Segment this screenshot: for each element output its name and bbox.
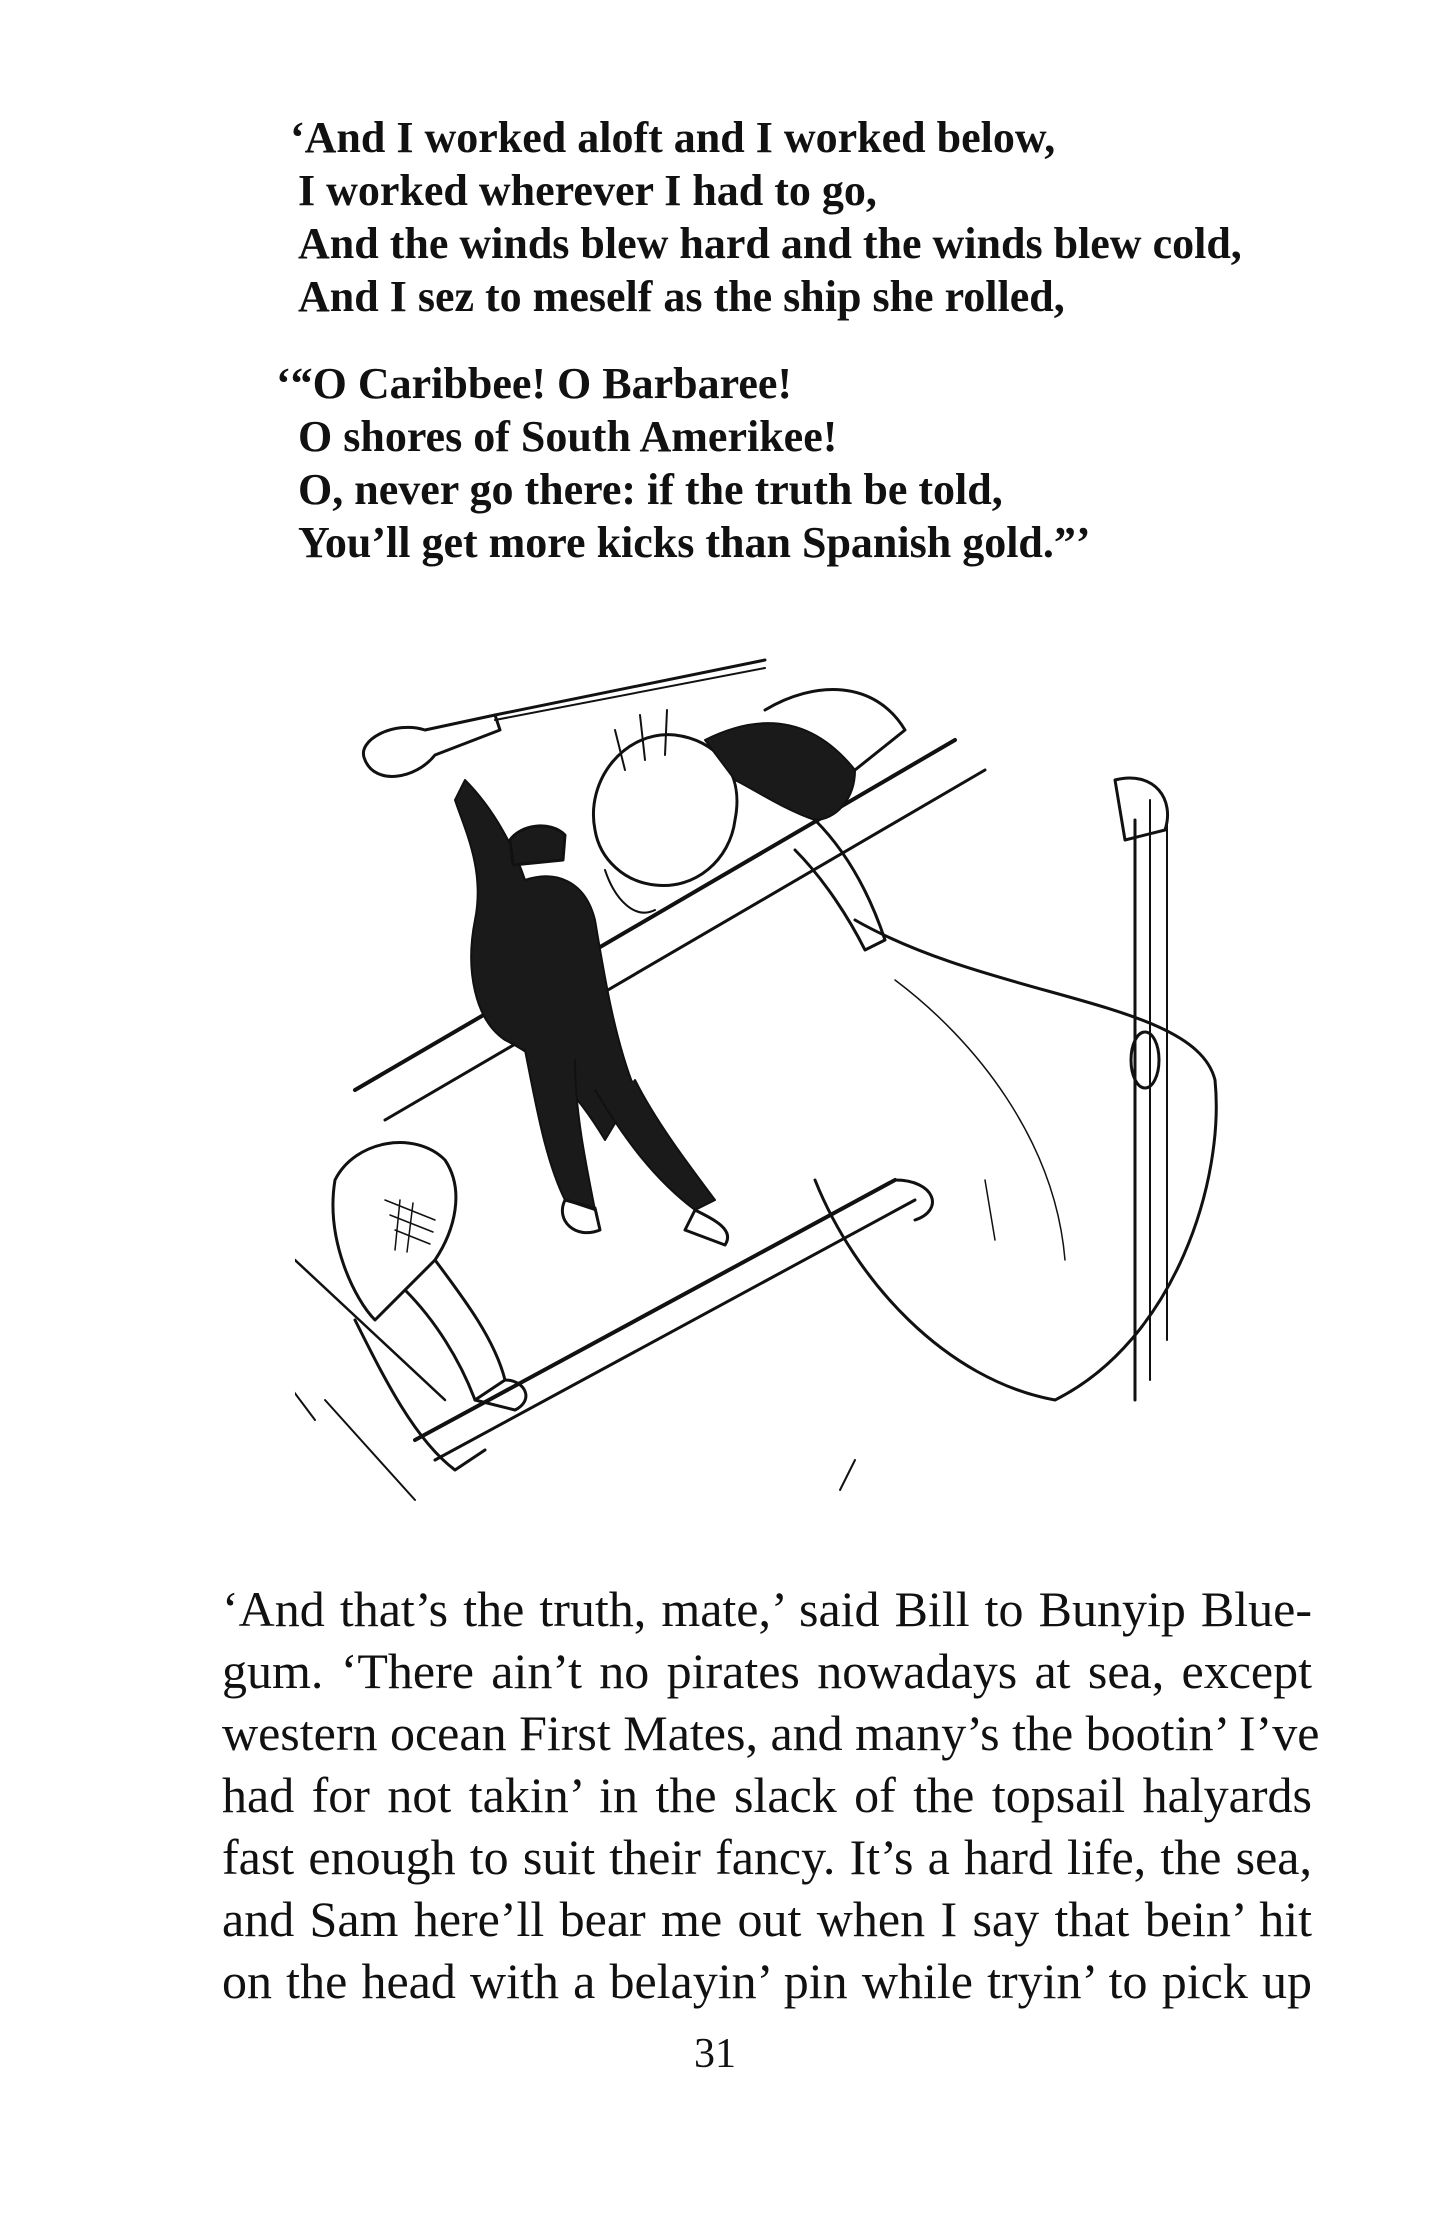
verse-line: And the winds blew hard and the winds blew cold, [298, 219, 1242, 268]
page-number: 31 [694, 2031, 736, 2077]
prose-line: had for not takin’ in the slack of the topsail halyards [222, 1767, 1312, 1823]
prose-line: fast enough to suit their fancy. It’s a hard life, the sea, [222, 1829, 1312, 1885]
verse-line: O, never go there: if the truth be told, [298, 465, 1003, 514]
verse-line: O shores of South Amerikee! [298, 412, 838, 461]
sailor-illustration [295, 620, 1255, 1540]
verse-line: ‘And I worked aloft and I worked below, [290, 113, 1056, 162]
verse-line: And I sez to meself as the ship she rolled, [298, 272, 1065, 321]
prose-line: western ocean First Mates, and many’s the bootin’ I’ve [222, 1705, 1320, 1761]
prose-line: and Sam here’ll bear me out when I say that bein’ hit [222, 1891, 1312, 1947]
prose-line: gum. ‘There ain’t no pirates nowadays at sea, except [222, 1643, 1312, 1699]
prose-line: on the head with a belayin’ pin while tryin’ to pick up [222, 1953, 1312, 2009]
prose-line: ‘And that’s the truth, mate,’ said Bill to Bunyip Blue- [222, 1581, 1312, 1637]
verse-line: ‘“O Caribbee! O Barbaree! [276, 359, 793, 408]
verse-line: You’ll get more kicks than Spanish gold.”’ [298, 518, 1091, 567]
verse-line: I worked wherever I had to go, [298, 166, 877, 215]
